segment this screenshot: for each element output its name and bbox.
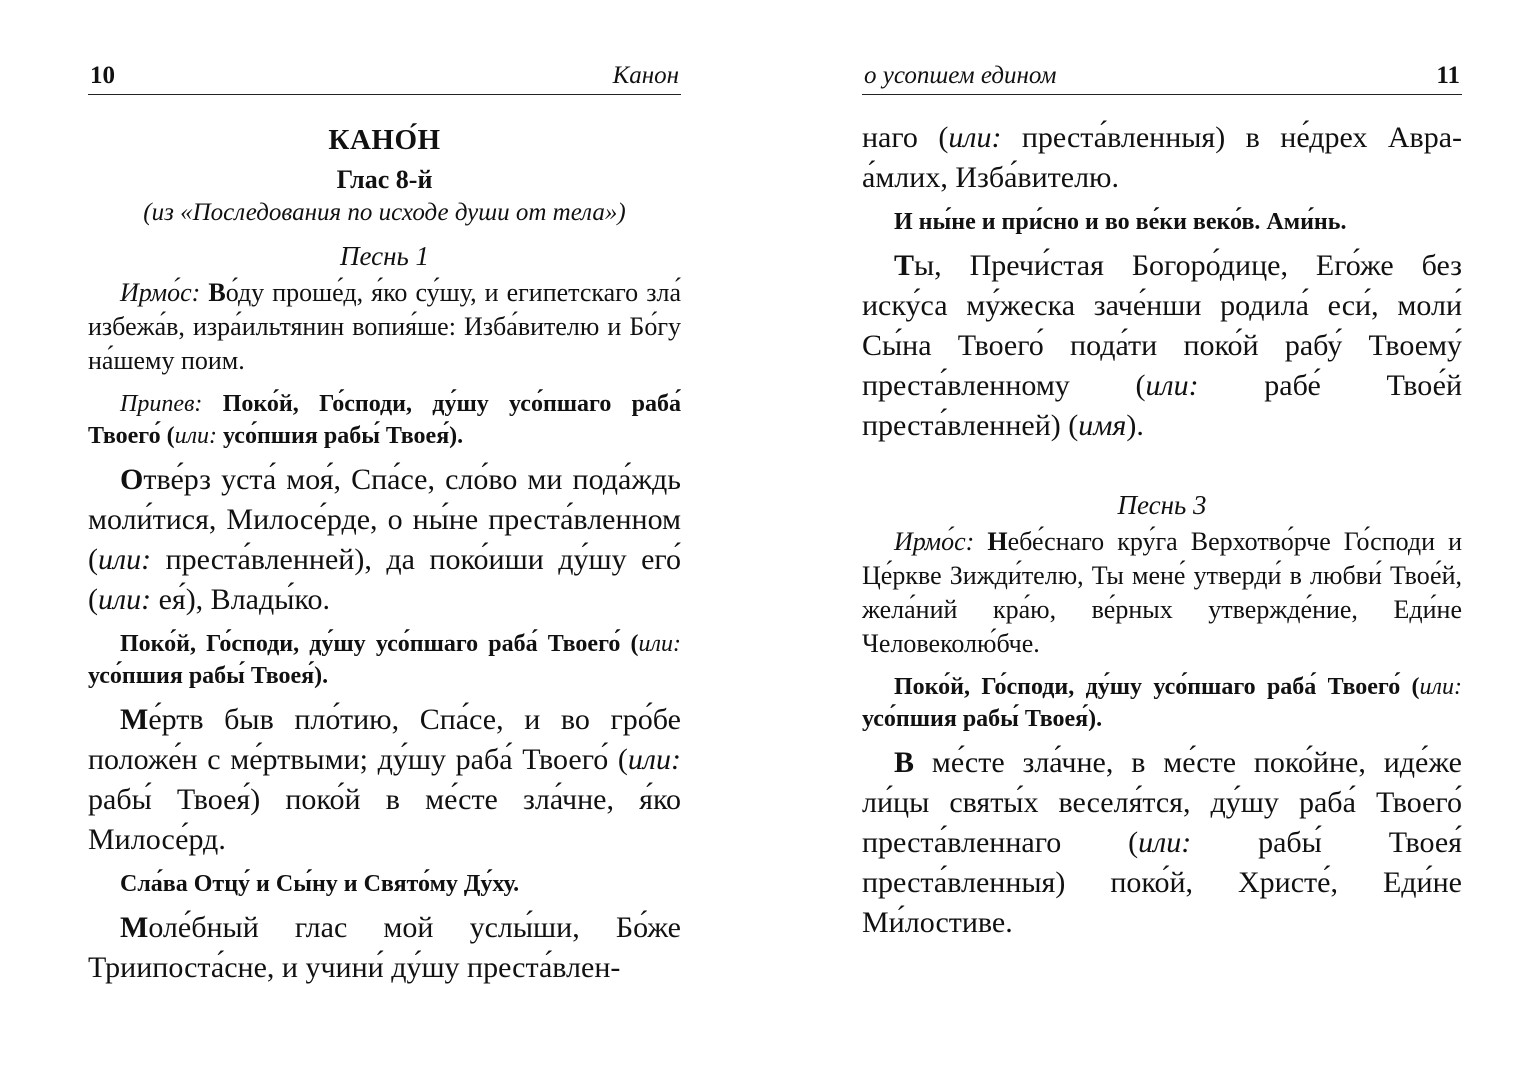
refrain-label: Припев:	[120, 391, 203, 417]
or-label: или:	[174, 423, 218, 449]
drop-initial: Н	[987, 527, 1008, 556]
refrain-text: Поко́й, Го́споди, ду́шу усо́пшаго раба́ Твоего́ (	[120, 631, 639, 657]
ode-heading: Песнь 1	[339, 241, 430, 271]
canon-title: КАНО́Н	[328, 124, 441, 156]
drop-initial: О	[120, 463, 144, 496]
troparion-text-end: рабы́ Твоея́) поко́й в ме́сте зла́чне, я́ко Милосе́рд.	[88, 783, 681, 856]
left-page	[88, 0, 681, 1080]
running-head-title: Канон	[612, 62, 679, 89]
refrain-paragraph	[88, 388, 681, 452]
theotokion-text-end: ).	[1126, 409, 1144, 442]
ode-heading: Песнь 3	[1117, 490, 1207, 520]
continuation-text-end: преста́вленныя) в не́дрех Авра-а́млих, Изба́вителю.	[862, 121, 1462, 194]
or-label: или:	[98, 583, 152, 616]
page-number: 10	[90, 62, 115, 89]
theotokion-text-mid: рабе́ Твое́й преста́вленней) (	[862, 369, 1463, 442]
drop-initial: Т	[894, 249, 915, 282]
troparion-text: оле́бный глас мой услы́ши, Бо́же Триипоста́сне, и учини́ ду́шу преста́влен-	[88, 911, 681, 984]
or-label: или:	[1138, 826, 1192, 859]
drop-initial: В	[208, 278, 226, 307]
right-page-body	[862, 118, 1462, 951]
page-number: 11	[1436, 62, 1460, 89]
or-label: или:	[627, 743, 681, 776]
irmos-label: Ирмо́с:	[894, 527, 975, 556]
troparion-paragraph	[88, 908, 681, 988]
refrain-paragraph	[88, 628, 681, 692]
troparion-text-end: рабы́ Твоея́ преста́вленныя) поко́й, Христе́, Еди́не Ми́лостиве.	[862, 826, 1462, 939]
or-label: или:	[1419, 674, 1462, 700]
or-label: или:	[638, 631, 681, 657]
right-page	[862, 0, 1462, 1080]
troparion-text: ме́сте зла́чне, в ме́сте поко́йне, иде́же ли́цы святы́х веселя́тся, ду́шу раба́ Твоего́ преста́вленнаго (	[862, 746, 1462, 859]
irmos-text: о́ду проше́д, я́ко су́шу, и египетскаго зла́ избежа́в, изра́ильтянин вопия́ше: Изба́вителю и Бо́гу на́шему поим.	[88, 278, 682, 375]
drop-initial: М	[120, 911, 149, 944]
irmos-paragraph	[88, 276, 681, 378]
or-label: или:	[1145, 369, 1199, 402]
both-now-verse: И ны́не и при́сно и во ве́ки веко́в. Ами́нь.	[894, 209, 1347, 235]
refrain-paragraph	[862, 671, 1462, 735]
continuation-text: наго (	[862, 121, 949, 154]
refrain-text-end: усо́пшия рабы́ Твоея́).	[217, 423, 464, 449]
drop-initial: В	[894, 746, 915, 779]
irmos-label: Ирмо́с:	[120, 278, 201, 307]
source-note: (из «Последования по исходе души от тела»)	[143, 199, 626, 226]
refrain-text: Поко́й, Го́споди, ду́шу усо́пшаго раба́ Твоего́ (	[88, 391, 682, 449]
irmos-paragraph	[862, 525, 1462, 661]
refrain-text-end: усо́пшия рабы́ Твоея́).	[862, 706, 1103, 732]
troparion-text: тве́рз уста́ моя́, Спа́се, сло́во ми пода́ждь моли́тися, Милосе́рде, о ны́не преста́вленном (	[88, 463, 681, 576]
or-label: или:	[98, 543, 152, 576]
troparion-text-mid: преста́вленней), да поко́иши ду́шу его́ (	[88, 543, 681, 616]
refrain-text: Поко́й, Го́споди, ду́шу усо́пшаго раба́ Твоего́ (	[894, 674, 1420, 700]
left-page-body	[88, 118, 681, 996]
running-head-right	[862, 58, 1462, 95]
irmos-text: ебе́снаго кру́га Верхотво́рче Го́споди и Це́ркве Зижди́телю, Ты мене́ утверди́ в любви́ Твое́й, жела́ний кра́ю, ве́рных утвержде́ние, Еди́не Человеколю́бче.	[862, 527, 1462, 658]
theotokion-text: ы, Пречи́стая Богоро́дице, Его́же без иску́са му́жеска заче́нши родила́ еси́, моли́ Сы́на Твоего́ пода́ти поко́й рабу́ Твоему́ преста́вленному (	[862, 249, 1462, 402]
theotokion-paragraph	[862, 246, 1462, 446]
drop-initial: М	[120, 703, 149, 736]
troparion-paragraph	[862, 743, 1462, 943]
running-head-title: о усопшем едином	[864, 62, 1057, 89]
or-label: или:	[948, 121, 1002, 154]
troparion-text: е́ртв быв пло́тию, Спа́се, и во гро́бе положе́н с ме́ртвыми; ду́шу раба́ Твоего́ (	[88, 703, 681, 776]
name-label: имя	[1078, 409, 1127, 442]
tone-heading: Глас 8-й	[336, 165, 433, 194]
troparion-continuation	[862, 118, 1462, 198]
troparion-paragraph	[88, 460, 681, 620]
running-head-left	[88, 58, 681, 95]
troparion-text-end: ея́), Влады́ко.	[151, 583, 330, 616]
refrain-text-end: усо́пшия рабы́ Твоея́).	[88, 663, 329, 689]
glory-verse: Сла́ва Отцу́ и Сы́ну и Свято́му Ду́ху.	[120, 871, 520, 897]
troparion-paragraph	[88, 700, 681, 860]
